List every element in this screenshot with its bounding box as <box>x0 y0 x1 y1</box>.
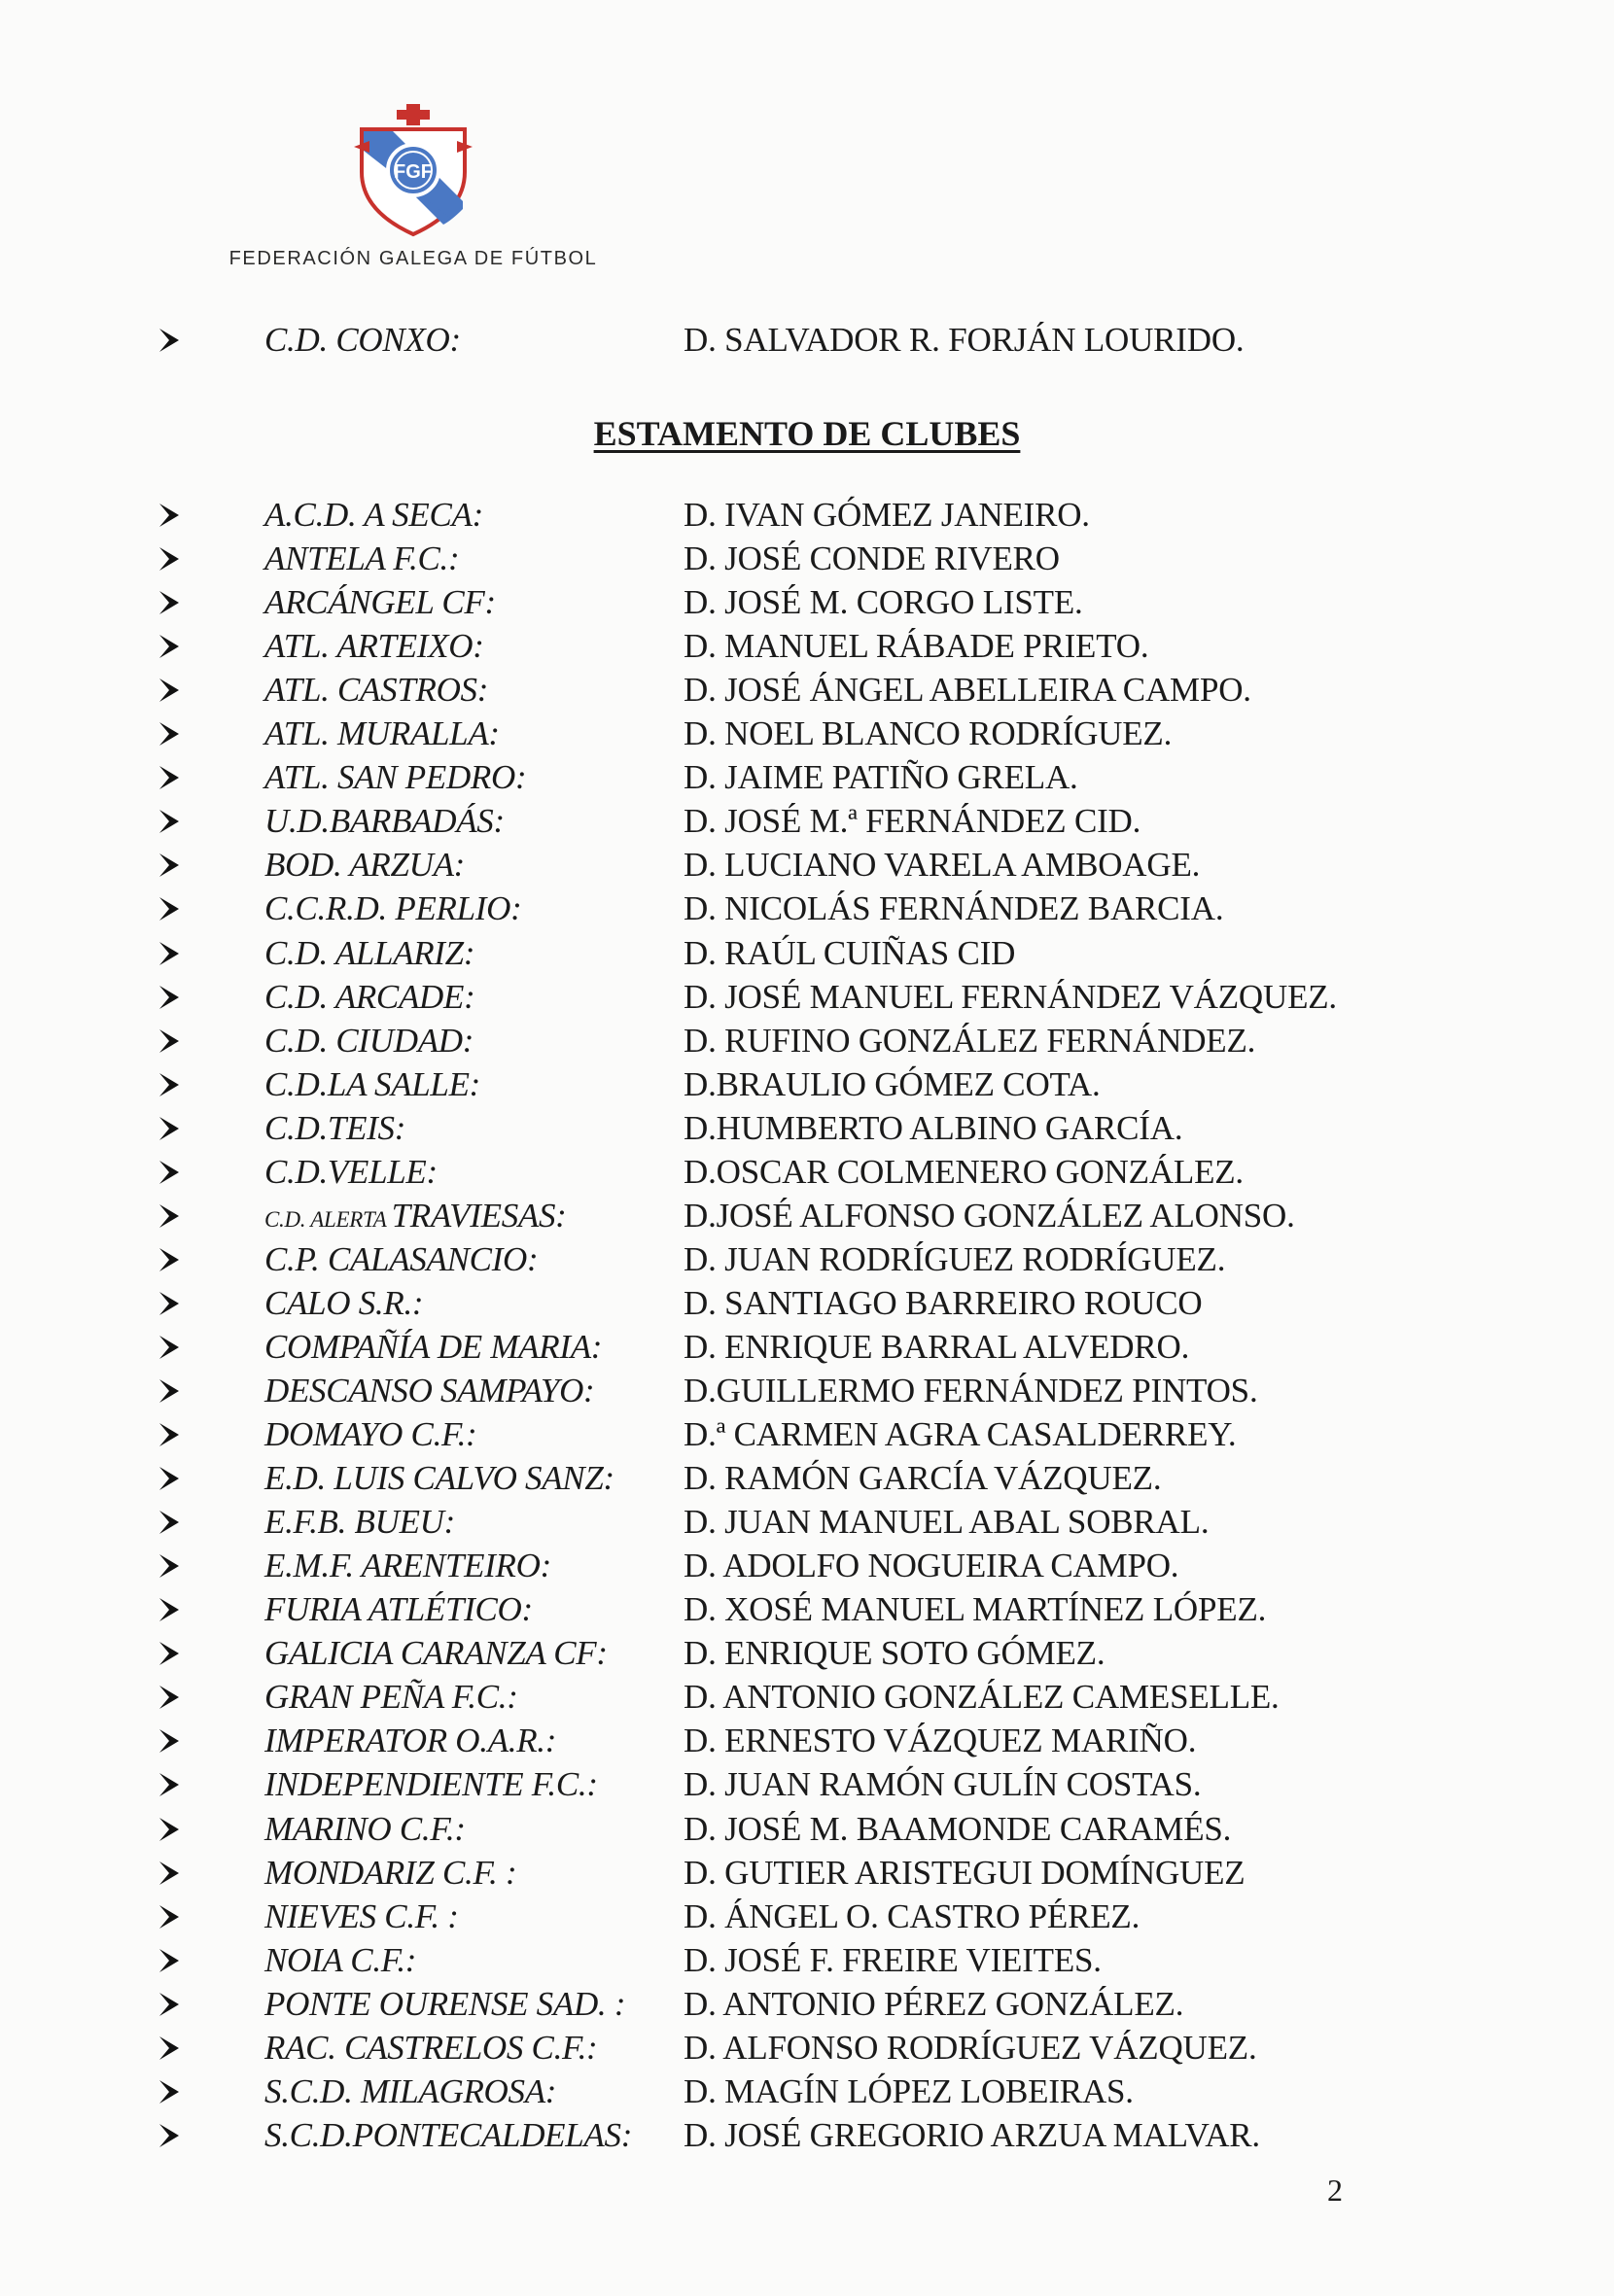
delegate-name: D. ANTONIO PÉREZ GONZÁLEZ. <box>684 1985 1184 2023</box>
club-entry-row <box>0 713 1614 755</box>
arrow-bullet-icon <box>158 502 180 529</box>
arrow-bullet-icon <box>158 589 180 616</box>
club-entry-row <box>0 625 1614 668</box>
delegate-name: D. GUTIER ARISTEGUI DOMÍNGUEZ <box>684 1854 1246 1892</box>
delegate-name: D.ª CARMEN AGRA CASALDERREY. <box>684 1415 1237 1453</box>
club-entry-row <box>0 2027 1614 2070</box>
club-name-text: GRAN PEÑA F.C.: <box>264 1678 518 1716</box>
page-number: 2 <box>1327 2173 1343 2208</box>
delegate-name: D. IVAN GÓMEZ JANEIRO. <box>684 496 1090 534</box>
club-entry-row <box>0 1852 1614 1895</box>
delegate-name: D. MANUEL RÁBADE PRIETO. <box>684 627 1149 665</box>
delegate-name: D. JUAN RAMÓN GULÍN COSTAS. <box>684 1765 1202 1803</box>
club-name-text: C.D. CIUDAD: <box>264 1022 474 1060</box>
arrow-bullet-icon <box>158 1640 180 1667</box>
club-name-text: NIEVES C.F. : <box>264 1897 459 1935</box>
club-name-text: C.D.LA SALLE: <box>264 1065 481 1103</box>
club-name <box>264 1457 614 1500</box>
club-name <box>264 1632 608 1675</box>
club-name-text: COMPAÑÍA DE MARIA: <box>264 1328 603 1366</box>
club-name <box>264 713 500 755</box>
club-entry-row <box>0 1545 1614 1587</box>
club-name-text: PONTE OURENSE SAD. : <box>264 1985 626 2023</box>
arrow-bullet-icon <box>158 2035 180 2062</box>
club-name-text: MONDARIZ C.F. : <box>264 1854 517 1892</box>
arrow-bullet-icon <box>158 1421 180 1448</box>
arrow-bullet-icon <box>158 677 180 704</box>
club-name-text: C.D.VELLE: <box>264 1153 438 1191</box>
club-name <box>264 1808 466 1851</box>
club-name-text: S.C.D. MILAGROSA: <box>264 2072 557 2110</box>
club-entry-row <box>0 669 1614 712</box>
club-name <box>264 1588 533 1631</box>
arrow-bullet-icon <box>158 2122 180 2149</box>
club-name-text: E.F.B. BUEU: <box>264 1503 455 1541</box>
delegate-name: D. JUAN MANUEL ABAL SOBRAL. <box>684 1503 1210 1541</box>
fgf-crest-logo <box>350 102 476 238</box>
club-entry-row <box>0 1063 1614 1106</box>
club-entry-row <box>0 1983 1614 2026</box>
delegate-name: D. XOSÉ MANUEL MARTÍNEZ LÓPEZ. <box>684 1590 1267 1628</box>
club-entry-row <box>0 1457 1614 1500</box>
club-name-text: ANTELA F.C.: <box>264 539 460 577</box>
arrow-bullet-icon <box>158 1465 180 1492</box>
club-entry-row <box>0 2070 1614 2113</box>
section-title: ESTAMENTO DE CLUBES <box>593 414 1021 453</box>
delegate-name: D. RUFINO GONZÁLEZ FERNÁNDEZ. <box>684 1022 1256 1060</box>
club-name-text: INDEPENDIENTE F.C.: <box>264 1765 598 1803</box>
club-name-text: C.D. ALLARIZ: <box>264 934 475 972</box>
arrow-bullet-icon <box>158 1947 180 1974</box>
club-entry-row <box>0 494 1614 537</box>
club-entry-row <box>0 932 1614 975</box>
delegate-name: D.JOSÉ ALFONSO GONZÁLEZ ALONSO. <box>684 1197 1295 1235</box>
delegate-name: D. JOSÉ M. BAAMONDE CARAMÉS. <box>684 1810 1232 1848</box>
club-name-text: FURIA ATLÉTICO: <box>264 1590 533 1628</box>
arrow-bullet-icon <box>158 1509 180 1536</box>
delegate-name: D.OSCAR COLMENERO GONZÁLEZ. <box>684 1153 1244 1191</box>
club-name <box>264 1063 480 1106</box>
club-entry-row <box>0 1238 1614 1281</box>
club-name-text: C.P. CALASANCIO: <box>264 1240 539 1278</box>
club-name-text: CALO S.R.: <box>264 1284 424 1322</box>
delegate-name: D. ADOLFO NOGUEIRA CAMPO. <box>684 1547 1179 1584</box>
club-name <box>264 1195 567 1241</box>
club-name <box>264 1151 438 1194</box>
delegate-name: D. NOEL BLANCO RODRÍGUEZ. <box>684 714 1173 752</box>
arrow-bullet-icon <box>158 764 180 791</box>
letterhead <box>209 102 617 270</box>
club-name <box>264 1501 455 1544</box>
club-entry-row <box>0 1939 1614 1982</box>
club-name <box>264 1107 405 1150</box>
club-name <box>264 844 465 887</box>
club-name <box>264 756 526 799</box>
delegate-name: D.BRAULIO GÓMEZ COTA. <box>684 1065 1101 1103</box>
delegate-name: D. ERNESTO VÁZQUEZ MARIÑO. <box>684 1722 1197 1759</box>
delegate-name: D. ALFONSO RODRÍGUEZ VÁZQUEZ. <box>684 2029 1257 2067</box>
delegate-name: D.HUMBERTO ALBINO GARCÍA. <box>684 1109 1183 1147</box>
club-name-text: DESCANSO SAMPAYO: <box>264 1372 595 1409</box>
club-entry-row <box>0 1151 1614 1194</box>
club-name-text: RAC. CASTRELOS C.F.: <box>264 2029 598 2067</box>
club-name-text: ATL. ARTEIXO: <box>264 627 484 665</box>
delegate-name: D. JUAN RODRÍGUEZ RODRÍGUEZ. <box>684 1240 1226 1278</box>
club-name <box>264 2070 556 2113</box>
club-name <box>264 581 496 624</box>
club-entry-row <box>0 1676 1614 1719</box>
club-name <box>264 1676 518 1719</box>
club-entry-row <box>0 1370 1614 1412</box>
arrow-bullet-icon <box>158 1334 180 1361</box>
club-entry-row <box>0 976 1614 1019</box>
arrow-bullet-icon <box>158 1071 180 1098</box>
arrow-bullet-icon <box>158 852 180 879</box>
arrow-bullet-icon <box>158 1684 180 1711</box>
club-entry-row <box>0 756 1614 799</box>
club-name-text: ATL. SAN PEDRO: <box>264 758 527 796</box>
club-entry-row <box>0 1107 1614 1150</box>
club-entry-row <box>0 1588 1614 1631</box>
arrow-bullet-icon <box>158 2078 180 2105</box>
club-entry-row <box>0 581 1614 624</box>
club-name-text: ATL. CASTROS: <box>264 671 489 709</box>
club-entry-row <box>0 1896 1614 1938</box>
arrow-bullet-icon <box>158 895 180 922</box>
delegate-name: D. JOSÉ GREGORIO ARZUA MALVAR. <box>684 2116 1260 2154</box>
arrow-bullet-icon <box>158 1903 180 1931</box>
club-name-text: ARCÁNGEL CF: <box>264 583 496 621</box>
crest-letters: FGF <box>394 161 433 183</box>
delegate-name: D. ENRIQUE SOTO GÓMEZ. <box>684 1634 1105 1672</box>
club-name <box>264 2114 632 2157</box>
arrow-bullet-icon <box>158 1552 180 1580</box>
delegate-name: D. JOSÉ M. CORGO LISTE. <box>684 583 1083 621</box>
arrow-bullet-icon <box>158 1377 180 1405</box>
club-name-text: A.C.D. A SECA: <box>264 496 483 534</box>
club-name <box>264 1238 538 1281</box>
club-entry-row <box>0 1720 1614 1762</box>
club-entry-row <box>0 887 1614 930</box>
arrow-bullet-icon <box>158 633 180 660</box>
delegate-name: D. SANTIAGO BARREIRO ROUCO <box>684 1284 1203 1322</box>
delegate-name: D. JAIME PATIÑO GRELA. <box>684 758 1078 796</box>
club-entry-row <box>0 1808 1614 1851</box>
club-name-text: S.C.D.PONTECALDELAS: <box>264 2116 633 2154</box>
delegate-name: D. MAGÍN LÓPEZ LOBEIRAS. <box>684 2072 1134 2110</box>
arrow-bullet-icon <box>158 1159 180 1186</box>
delegate-name: D. ÁNGEL O. CASTRO PÉREZ. <box>684 1897 1140 1935</box>
arrow-bullet-icon <box>158 1991 180 2018</box>
club-name <box>264 800 505 843</box>
delegate-name: D. JOSÉ F. FREIRE VIEITES. <box>684 1941 1102 1979</box>
club-name <box>264 494 483 537</box>
arrow-bullet-icon <box>158 1727 180 1755</box>
arrow-bullet-icon <box>158 984 180 1011</box>
club-name <box>264 976 474 1019</box>
club-entry-row <box>0 538 1614 580</box>
club-name <box>264 1939 416 1982</box>
club-name-text: NOIA C.F.: <box>264 1941 417 1979</box>
club-name-text: TRAVIESAS: <box>391 1197 567 1235</box>
club-name <box>264 1983 625 2026</box>
club-name <box>264 669 488 712</box>
club-name-text: C.C.R.D. PERLIO: <box>264 889 522 927</box>
top-entry-row <box>0 319 1614 362</box>
club-name-text: U.D.BARBADÁS: <box>264 802 505 840</box>
arrow-bullet-icon <box>158 1860 180 1887</box>
arrow-bullet-icon <box>158 327 180 354</box>
arrow-bullet-icon <box>158 1246 180 1273</box>
delegate-name: D. RAMÓN GARCÍA VÁZQUEZ. <box>684 1459 1162 1497</box>
club-name-text: C.D.TEIS: <box>264 1109 406 1147</box>
club-entry-row <box>0 1413 1614 1456</box>
arrow-bullet-icon <box>158 1115 180 1142</box>
club-entry-row <box>0 1632 1614 1675</box>
club-entry-row <box>0 2114 1614 2157</box>
club-entry-row <box>0 1501 1614 1544</box>
club-entry-row <box>0 1763 1614 1806</box>
club-name <box>264 1370 594 1412</box>
club-name-text: IMPERATOR O.A.R.: <box>264 1722 557 1759</box>
arrow-bullet-icon <box>158 808 180 835</box>
club-name <box>264 538 459 580</box>
organization-name: FEDERACIÓN GALEGA DE FÚTBOL <box>228 248 598 269</box>
club-entry-row <box>0 1326 1614 1369</box>
delegate-name: D. JOSÉ CONDE RIVERO <box>684 539 1060 577</box>
club-name: C.D. CONXO: <box>264 321 461 359</box>
club-name <box>264 1896 459 1938</box>
arrow-bullet-icon <box>158 1027 180 1055</box>
club-name <box>264 2027 597 2070</box>
club-name-text: BOD. ARZUA: <box>264 846 466 884</box>
club-entry-row <box>0 1020 1614 1062</box>
delegate-name: D. SALVADOR R. FORJÁN LOURIDO. <box>684 321 1245 359</box>
club-entry-row <box>0 800 1614 843</box>
club-entry-row <box>0 844 1614 887</box>
delegate-name: D. LUCIANO VARELA AMBOAGE. <box>684 846 1201 884</box>
club-name <box>264 1326 602 1369</box>
club-name <box>264 625 484 668</box>
club-name <box>264 1545 551 1587</box>
club-name-text: E.M.F. ARENTEIRO: <box>264 1547 551 1584</box>
club-name-prefix: C.D. ALERTA <box>264 1207 392 1232</box>
club-name <box>264 887 522 930</box>
delegate-name: D. ENRIQUE BARRAL ALVEDRO. <box>684 1328 1190 1366</box>
delegate-name: D. JOSÉ ÁNGEL ABELLEIRA CAMPO. <box>684 671 1251 709</box>
arrow-bullet-icon <box>158 720 180 748</box>
club-name-text: C.D. ARCADE: <box>264 978 475 1016</box>
delegate-name: D. JOSÉ M.ª FERNÁNDEZ CID. <box>684 802 1141 840</box>
club-name-text: DOMAYO C.F.: <box>264 1415 477 1453</box>
club-name <box>264 1020 474 1062</box>
club-name <box>264 932 474 975</box>
arrow-bullet-icon <box>158 1771 180 1798</box>
arrow-bullet-icon <box>158 1202 180 1230</box>
club-entry-row <box>0 1282 1614 1325</box>
delegate-name: D. JOSÉ MANUEL FERNÁNDEZ VÁZQUEZ. <box>684 978 1337 1016</box>
arrow-bullet-icon <box>158 1816 180 1843</box>
arrow-bullet-icon <box>158 1596 180 1623</box>
arrow-bullet-icon <box>158 545 180 573</box>
club-name-text: GALICIA CARANZA CF: <box>264 1634 608 1672</box>
arrow-bullet-icon <box>158 940 180 967</box>
arrow-bullet-icon <box>158 1290 180 1317</box>
club-name <box>264 1413 476 1456</box>
club-name <box>264 1763 598 1806</box>
delegate-name: D. NICOLÁS FERNÁNDEZ BARCIA. <box>684 889 1224 927</box>
club-name-text: MARINO C.F.: <box>264 1810 466 1848</box>
delegate-name: D. ANTONIO GONZÁLEZ CAMESELLE. <box>684 1678 1280 1716</box>
club-name-text: E.D. LUIS CALVO SANZ: <box>264 1459 614 1497</box>
club-name-text: ATL. MURALLA: <box>264 714 500 752</box>
club-name <box>264 1282 423 1325</box>
club-name <box>264 1720 556 1762</box>
delegate-name: D. RAÚL CUIÑAS CID <box>684 934 1016 972</box>
delegate-name: D.GUILLERMO FERNÁNDEZ PINTOS. <box>684 1372 1258 1409</box>
club-name <box>264 1852 516 1895</box>
club-entry-row <box>0 1195 1614 1237</box>
